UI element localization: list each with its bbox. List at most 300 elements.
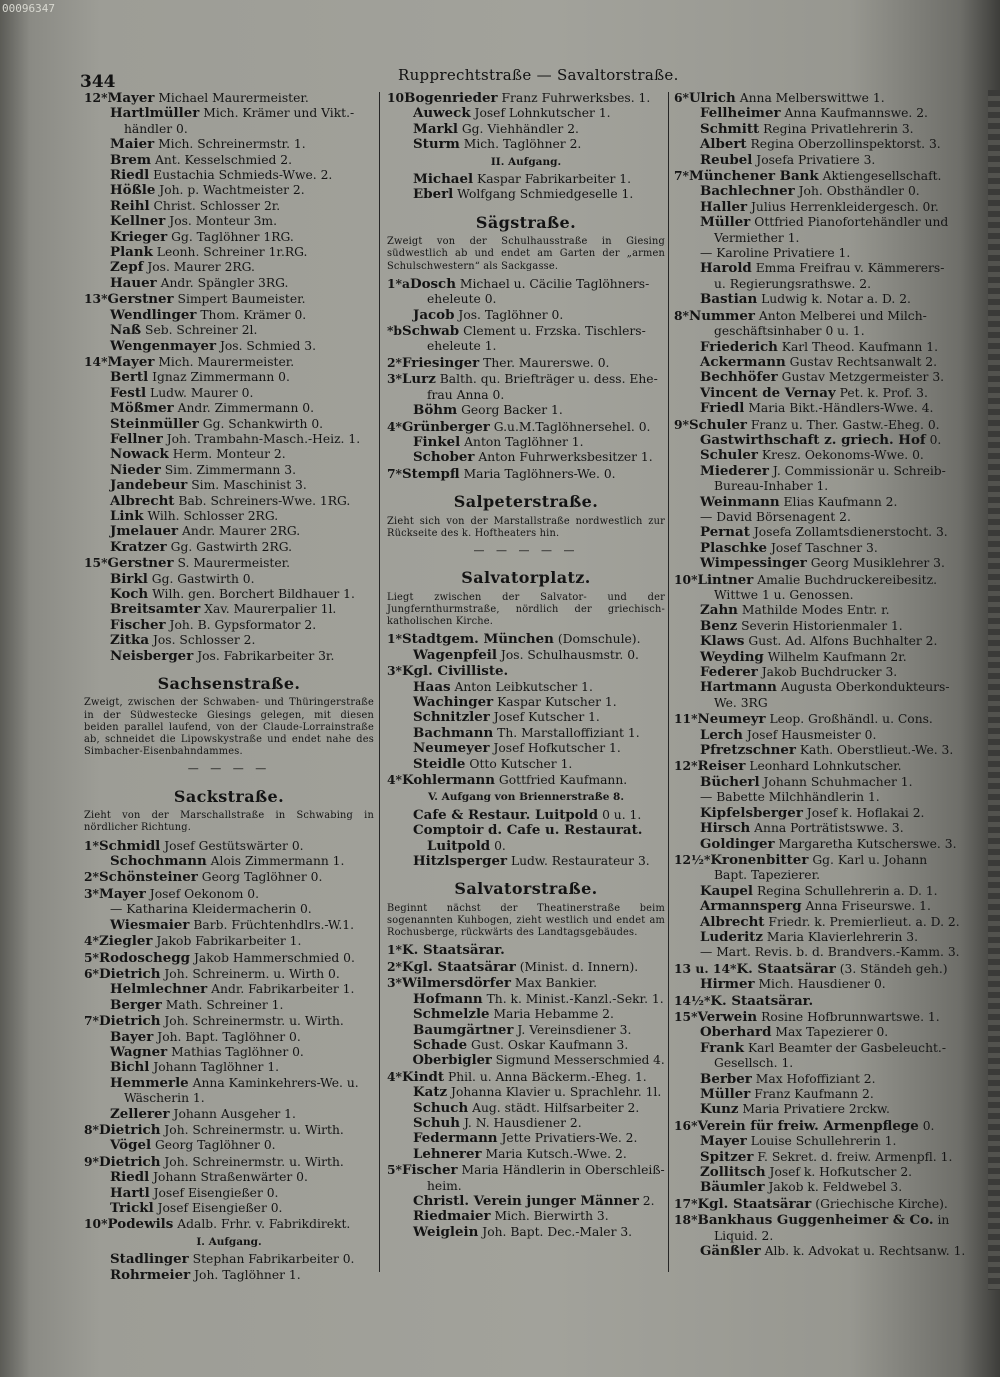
directory-entry: [674, 728, 968, 743]
directory-entry: [674, 993, 968, 1009]
house-number: 10*: [674, 571, 698, 587]
resident-details: Wilhelm Kaufmann 2r.: [767, 649, 907, 664]
house-number: 3*: [387, 663, 402, 679]
resident-details: Pet. k. Prof. 3.: [839, 385, 928, 400]
house-number: 4*: [387, 772, 402, 788]
resident-name: Jmelauer: [110, 523, 179, 540]
directory-entry: [84, 540, 374, 555]
directory-entry: [674, 1196, 968, 1212]
directory-entry: [84, 401, 374, 416]
resident-name: Albrecht: [110, 492, 175, 509]
resident-details: Anna Porträtistswwe. 3.: [754, 821, 904, 836]
house-number: 17*: [674, 1195, 698, 1211]
resident-details: Joh. Schreinermstr. u. Wirth.: [164, 1122, 344, 1137]
resident-name: Berger: [110, 996, 162, 1013]
resident-details: Karl Theod. Kaufmann 1.: [781, 339, 938, 354]
running-head: Rupprechtstraße — Savaltorstraße.: [398, 66, 679, 84]
resident-details: Anna Kaminkehrers-We. u.: [192, 1075, 359, 1090]
resident-details: geschäftsinhaber 0 u. 1.: [714, 324, 865, 339]
directory-entry: [674, 837, 968, 852]
resident-details: Wolfgang Schmiedgeselle 1.: [457, 187, 634, 202]
resident-details: Johann Ausgeher 1.: [173, 1106, 296, 1121]
resident-details: — Karoline Privatiere 1.: [700, 246, 851, 261]
directory-entry: [674, 525, 968, 540]
resident-details: Anna Kaufmannswe. 2.: [784, 106, 928, 121]
resident-name: Wendlinger: [110, 306, 197, 323]
directory-entry: [674, 433, 968, 448]
resident-details: Math. Schreiner 1.: [165, 997, 284, 1012]
resident-name: Hofmann: [413, 990, 483, 1007]
resident-name: Gänßler: [700, 1243, 761, 1260]
resident-name: Fellheimer: [700, 105, 781, 122]
resident-name: Bogenrieder: [404, 90, 498, 106]
resident-details: Max Hofoffiziant 2.: [755, 1071, 876, 1086]
next-page-edge: [988, 90, 1000, 1290]
house-number: 8*: [84, 1121, 99, 1137]
directory-entry: [674, 806, 968, 821]
directory-entry: [387, 839, 665, 854]
directory-entry: [674, 1180, 968, 1195]
directory-entry: [387, 1209, 665, 1224]
directory-entry: [84, 323, 374, 338]
house-number: 6*: [84, 965, 99, 981]
resident-details: Kath. Oberstlieut.-We. 3.: [799, 743, 954, 758]
resident-name: Zollitsch: [700, 1164, 766, 1181]
directory-entry: [674, 231, 968, 246]
resident-name: Hößle: [110, 182, 156, 199]
resident-details: Georg Taglöhner 0.: [201, 870, 323, 885]
directory-entry: [387, 1147, 665, 1162]
directory-entry: [674, 340, 968, 355]
directory-entry: [84, 838, 374, 854]
directory-entry: [674, 868, 968, 883]
directory-entry: [84, 122, 374, 137]
resident-details: Th. Marstalloffiziant 1.: [497, 725, 640, 740]
directory-entry: [387, 992, 665, 1007]
resident-details: Jos. Schlosser 2.: [152, 633, 256, 648]
resident-details: Clement u. Frzska. Tischlers-: [463, 324, 646, 339]
resident-details: Josef k. Hoflakai 2.: [806, 805, 925, 820]
directory-entry: [84, 308, 374, 323]
resident-name: Ziegler: [99, 933, 153, 950]
resident-details: Anna Friseurswe. 1.: [805, 899, 931, 914]
directory-entry: [387, 648, 665, 663]
directory-entry: [84, 1122, 374, 1138]
directory-entry: [84, 1268, 374, 1283]
house-number: 18*: [674, 1212, 698, 1228]
resident-details: heim.: [427, 1178, 462, 1193]
directory-entry: [84, 106, 374, 121]
resident-details: Bureau-Inhaber 1.: [714, 479, 829, 494]
resident-name: Vögel: [110, 1137, 152, 1154]
resident-details: Wilh. gen. Borchert Bildhauer 1.: [152, 587, 355, 601]
house-number: 3*: [84, 885, 99, 901]
resident-name: Maier: [110, 136, 155, 153]
resident-details: Josef Lohnkutscher 1.: [474, 106, 611, 121]
resident-name: Mayer: [107, 90, 155, 106]
resident-name: Wengenmayer: [110, 337, 217, 354]
resident-name: Trickl: [110, 1200, 154, 1217]
resident-details: Severin Historienmaler 1.: [741, 618, 903, 633]
resident-name: Rohrmeier: [110, 1266, 191, 1283]
resident-name: Christl. Verein junger Männer: [413, 1192, 639, 1209]
house-number: 13*: [84, 291, 108, 307]
resident-details: Joh. Taglöhner 1.: [194, 1267, 301, 1282]
directory-entry: [84, 1216, 374, 1232]
directory-entry: [674, 292, 968, 307]
resident-name: Rodoschegg: [99, 949, 191, 966]
house-number: 1*a: [387, 275, 410, 291]
directory-entry: [674, 696, 968, 711]
directory-entry: [674, 619, 968, 634]
resident-details: Jos. Taglöhner 0.: [458, 307, 564, 322]
directory-entry: [387, 757, 665, 772]
directory-entry: [674, 1134, 968, 1149]
resident-name: Helmlechner: [110, 981, 208, 998]
resident-details: J. N. Hausdiener 2.: [463, 1115, 582, 1130]
house-number: 13 u. 14*: [674, 960, 737, 976]
resident-name: Breitsamter: [110, 601, 201, 618]
resident-name: Koch: [110, 586, 149, 602]
resident-details: 2.: [642, 1193, 655, 1208]
resident-name: Verein für freiw. Armenpflege: [697, 1117, 919, 1134]
directory-entry: [674, 1244, 968, 1259]
resident-name: Hartlmüller: [110, 105, 200, 122]
resident-details: Maria Kutsch.-Wwe. 2.: [485, 1146, 627, 1161]
resident-name: Mayer: [99, 885, 146, 902]
directory-entry: [387, 772, 665, 788]
resident-details: Ignaz Zimmermann 0.: [152, 370, 290, 385]
resident-details: 0.: [929, 432, 942, 447]
directory-entry: [84, 260, 374, 275]
directory-entry: [387, 122, 665, 137]
resident-name: Lehnerer: [413, 1145, 482, 1162]
directory-entry: [84, 1076, 374, 1091]
resident-details: Eustachia Schmieds-Wwe. 2.: [153, 168, 333, 183]
resident-details: Joh. Obsthändler 0.: [798, 184, 920, 199]
directory-entry: [84, 1013, 374, 1029]
directory-entry: [674, 386, 968, 401]
resident-name: Reiser: [697, 758, 746, 775]
resident-details: Phil. u. Anna Bäckerm.-Eheg. 1.: [447, 1069, 647, 1084]
directory-entry: [387, 710, 665, 725]
directory-entry: [84, 494, 374, 509]
resident-details: (Minist. d. Innern).: [519, 959, 639, 974]
resident-details: Ludw. Restaurateur 3.: [510, 854, 650, 869]
resident-details: Mich. Schreinermstr. 1.: [158, 137, 306, 152]
house-number: 12*: [674, 758, 698, 774]
resident-name: K. Staatsärar.: [710, 992, 814, 1009]
directory-entry: [84, 1045, 374, 1060]
resident-details: Thom. Krämer 0.: [200, 307, 307, 322]
resident-name: Weinmann: [700, 493, 780, 510]
resident-details: Josef k. Hofkutscher 2.: [769, 1165, 913, 1180]
resident-details: Josef Kutscher 1.: [493, 710, 600, 725]
resident-name: Kronenbitter: [710, 851, 809, 868]
resident-details: Andr. Spängler 3RG.: [160, 275, 289, 290]
directory-entry: [674, 541, 968, 556]
directory-entry: [84, 1186, 374, 1201]
resident-details: Johann Taglöhner 1.: [153, 1060, 280, 1075]
resident-details: Max Bankier.: [514, 976, 598, 991]
resident-name: Hauer: [110, 274, 157, 291]
directory-entry: [84, 447, 374, 462]
directory-entry: [387, 942, 665, 958]
resident-details: Jakob Hammerschmied 0.: [193, 950, 355, 965]
house-number: 3*: [387, 975, 402, 991]
resident-name: Schwab: [402, 323, 460, 340]
resident-name: Bertl: [110, 369, 149, 386]
resident-details: Amalie Buchdruckereibesitz.: [757, 572, 937, 587]
resident-name: Benz: [700, 617, 738, 634]
resident-details: Barb. Früchtenhdlrs.-W.1.: [193, 917, 355, 932]
resident-name: Podewils: [107, 1216, 174, 1233]
directory-entry: [674, 884, 968, 899]
resident-name: Comptoir d. Cafe u. Restaurat.: [413, 822, 643, 839]
resident-details: Louise Schullehrerin 1.: [750, 1134, 897, 1149]
resident-details: (Domschule).: [557, 632, 641, 647]
directory-entry: [387, 1038, 665, 1053]
resident-name: Haller: [700, 198, 748, 215]
directory-entry: [84, 137, 374, 152]
resident-details: Andr. Maurer 2RG.: [182, 524, 301, 539]
resident-name: Hirsch: [700, 820, 751, 837]
directory-entry: [387, 355, 665, 371]
directory-entry: [387, 1225, 665, 1240]
resident-details: Wäscherin 1.: [124, 1091, 205, 1106]
directory-entry: [84, 199, 374, 214]
resident-details: Joh. Bapt. Dec.-Maler 3.: [482, 1224, 633, 1239]
house-number: 1*: [387, 942, 402, 958]
resident-name: Festl: [110, 384, 147, 401]
resident-details: Ant. Kesselschmied 2.: [154, 152, 293, 167]
directory-entry: [387, 292, 665, 307]
resident-name: Schober: [413, 449, 475, 466]
resident-name: Birkl: [110, 570, 148, 587]
directory-entry: [674, 417, 968, 433]
directory-entry: [84, 1170, 374, 1185]
house-number: 7*: [674, 168, 689, 184]
resident-details: (Griechische Kirche).: [815, 1196, 948, 1211]
resident-name: Wagner: [110, 1043, 168, 1060]
house-number: 12½*: [674, 851, 711, 867]
resident-name: Schuler: [700, 447, 758, 464]
section-separator: — — — — —: [473, 543, 579, 557]
directory-entry: [84, 886, 374, 902]
resident-name: Steinmüller: [110, 415, 199, 432]
resident-details: eheleute 0.: [427, 292, 497, 307]
resident-name: Hitzlsperger: [413, 853, 508, 870]
directory-entry: [674, 308, 968, 324]
resident-name: Kunz: [700, 1101, 739, 1118]
house-number: 14*: [84, 353, 108, 369]
directory-entry: [674, 246, 968, 261]
resident-details: Regina Oberzollinspektorst. 3.: [750, 137, 941, 152]
directory-entry: [84, 902, 374, 917]
directory-entry: [674, 1212, 968, 1228]
directory-entry: [84, 1107, 374, 1122]
entrance-subheading: V. Aufgang von Briennerstraße 8.: [427, 791, 625, 804]
street-heading: Sackstraße.: [173, 786, 285, 806]
directory-entry: [84, 1138, 374, 1153]
directory-entry: [674, 743, 968, 758]
house-number: 14½*: [674, 992, 711, 1008]
resident-name: Schochmann: [110, 853, 207, 870]
resident-details: Jette Privatiers-We. 2.: [501, 1131, 638, 1146]
resident-name: Müller: [700, 214, 751, 231]
resident-details: Kaspar Kutscher 1.: [497, 695, 617, 709]
street-description: Zweigt von der Schulhausstraße in Giesing südwestlich ab und endet am Garten der „armen Schulschwestern“ als Sackgasse.: [387, 236, 665, 272]
resident-details: Georg Musiklehrer 3.: [810, 556, 945, 571]
resident-name: Hirmer: [700, 976, 755, 993]
directory-entry: [387, 323, 665, 339]
resident-details: Rosine Hofbrunnwartswe. 1.: [761, 1009, 940, 1024]
directory-entry: [387, 1007, 665, 1022]
resident-name: Friesinger: [402, 354, 480, 371]
resident-details: Ottfried Pianofortehändler und: [754, 215, 949, 230]
directory-entry: [387, 137, 665, 152]
resident-name: Friedl: [700, 400, 745, 417]
directory-entry: [84, 854, 374, 869]
resident-name: Luitpold: [427, 837, 491, 854]
resident-name: Haas: [413, 678, 451, 695]
resident-details: Andr. Zimmermann 0.: [177, 401, 315, 416]
resident-name: Auweck: [413, 105, 471, 122]
house-number: 10: [387, 90, 405, 105]
resident-name: Kipfelsberger: [700, 804, 803, 821]
resident-details: Leop. Großhändl. u. Cons.: [769, 712, 933, 727]
resident-details: Jos. Schulhausmstr. 0.: [500, 647, 639, 662]
resident-details: Emma Freifrau v. Kämmerers-: [755, 261, 945, 276]
resident-details: Elias Kaufmann 2.: [783, 494, 898, 509]
resident-details: Josef Oekonom 0.: [149, 886, 260, 901]
resident-details: — David Börsenagent 2.: [700, 509, 851, 524]
directory-entry: [387, 308, 665, 323]
resident-name: Wagenpfeil: [413, 646, 497, 663]
resident-details: Liquid. 2.: [714, 1228, 774, 1243]
resident-details: Bapt. Tapezierer.: [714, 868, 821, 883]
directory-entry: [674, 821, 968, 836]
directory-entry: [674, 122, 968, 137]
resident-details: Josef Hausmeister 0.: [746, 727, 877, 742]
directory-entry: [387, 1085, 665, 1100]
directory-entry: [674, 401, 968, 416]
resident-name: Dosch: [409, 275, 456, 292]
resident-name: Markl: [413, 120, 458, 137]
directory-entry: [84, 950, 374, 966]
resident-details: Ludwig k. Notar a. D. 2.: [761, 292, 911, 307]
resident-details: J. Vereinsdiener 3.: [517, 1022, 632, 1037]
directory-entry: [674, 556, 968, 571]
resident-details: Seb. Schreiner 2l.: [145, 323, 258, 338]
directory-entry: [674, 90, 968, 106]
resident-name: Krieger: [110, 228, 168, 245]
directory-entry: [674, 680, 968, 695]
directory-entry: [387, 663, 665, 679]
resident-name: Wilmersdörfer: [402, 975, 511, 992]
resident-name: Stadlinger: [110, 1251, 189, 1268]
resident-name: Nowack: [110, 446, 169, 463]
resident-details: Gg. Taglöhner 1RG.: [171, 229, 294, 244]
directory-entry: [84, 1091, 374, 1106]
resident-name: Zepf: [110, 259, 144, 276]
resident-details: Anton Fuhrwerksbesitzer 1.: [478, 450, 653, 465]
directory-entry: [84, 509, 374, 524]
directory-entry: [84, 153, 374, 168]
directory-entry: [674, 168, 968, 184]
directory-entry: [674, 1025, 968, 1040]
directory-column-3: [674, 90, 968, 1259]
resident-details: Regina Privatlehrerin 3.: [763, 121, 914, 136]
directory-entry: [674, 510, 968, 525]
resident-name: Oberhard: [700, 1024, 772, 1041]
resident-details: Mich. Bierwirth 3.: [494, 1209, 609, 1224]
directory-entry: [84, 478, 374, 493]
house-number: *b: [387, 323, 403, 339]
resident-details: Josef Taschner 3.: [770, 540, 878, 555]
directory-entry: [387, 90, 665, 106]
resident-details: Michael Maurermeister.: [158, 91, 309, 105]
resident-name: Schnitzler: [413, 709, 490, 726]
resident-details: Josefa Privatiere 3.: [756, 152, 876, 167]
house-number: 12*: [84, 90, 108, 105]
resident-details: Ther. Maurerswe. 0.: [483, 355, 610, 370]
resident-name: Frank: [700, 1039, 745, 1056]
directory-entry: [387, 419, 665, 435]
resident-details: Jakob k. Feldwebel 3.: [768, 1180, 903, 1195]
directory-entry: [84, 463, 374, 478]
directory-entry: [387, 172, 665, 187]
directory-entry: [387, 339, 665, 354]
resident-name: Schuler: [689, 416, 747, 433]
resident-details: Xav. Maurerpalier 1l.: [204, 602, 337, 617]
resident-name: Stadtgem. München: [402, 631, 554, 648]
directory-entry: [387, 1069, 665, 1085]
resident-details: Michael u. Cäcilie Taglöhners-: [459, 276, 650, 291]
directory-entry: [674, 106, 968, 121]
house-number: 1*: [387, 631, 402, 647]
resident-details: — Mart. Revis. b. d. Brandvers.-Kamm. 3.: [700, 945, 960, 960]
resident-details: Gottfried Kaufmann.: [498, 773, 628, 788]
resident-details: Joh. B. Gypsformator 2.: [169, 617, 317, 632]
resident-name: Albert: [700, 136, 747, 153]
directory-entry: [387, 975, 665, 991]
resident-name: Kaupel: [700, 882, 754, 899]
directory-entry: [84, 168, 374, 183]
directory-entry: [674, 665, 968, 680]
directory-entry: [84, 1030, 374, 1045]
resident-name: Naß: [110, 322, 142, 339]
resident-details: Leonhard Lohnkutscher.: [749, 759, 902, 774]
resident-details: Maria Klavierlehrerin 3.: [766, 929, 919, 944]
resident-name: Albrecht: [700, 913, 765, 930]
resident-details: Sigmund Messerschmied 4.: [495, 1053, 665, 1068]
resident-name: Cafe & Restaur. Luitpold: [413, 806, 599, 823]
street-heading: Salvatorplatz.: [461, 568, 591, 588]
resident-name: Dietrich: [99, 1153, 161, 1170]
house-number: 4*: [387, 418, 402, 434]
resident-details: G.u.M.Taglöhnersehel. 0.: [493, 419, 651, 434]
directory-entry: [674, 1087, 968, 1102]
resident-name: Riedl: [110, 167, 150, 184]
resident-details: Gust. Ad. Alfons Buchhalter 2.: [748, 634, 938, 649]
resident-name: Weyding: [700, 648, 764, 665]
resident-name: Mößmer: [110, 400, 174, 417]
resident-name: Link: [110, 507, 144, 524]
resident-details: Georg Taglöhner 0.: [154, 1138, 276, 1153]
resident-name: Grünberger: [402, 418, 490, 435]
resident-name: Nieder: [110, 461, 161, 478]
